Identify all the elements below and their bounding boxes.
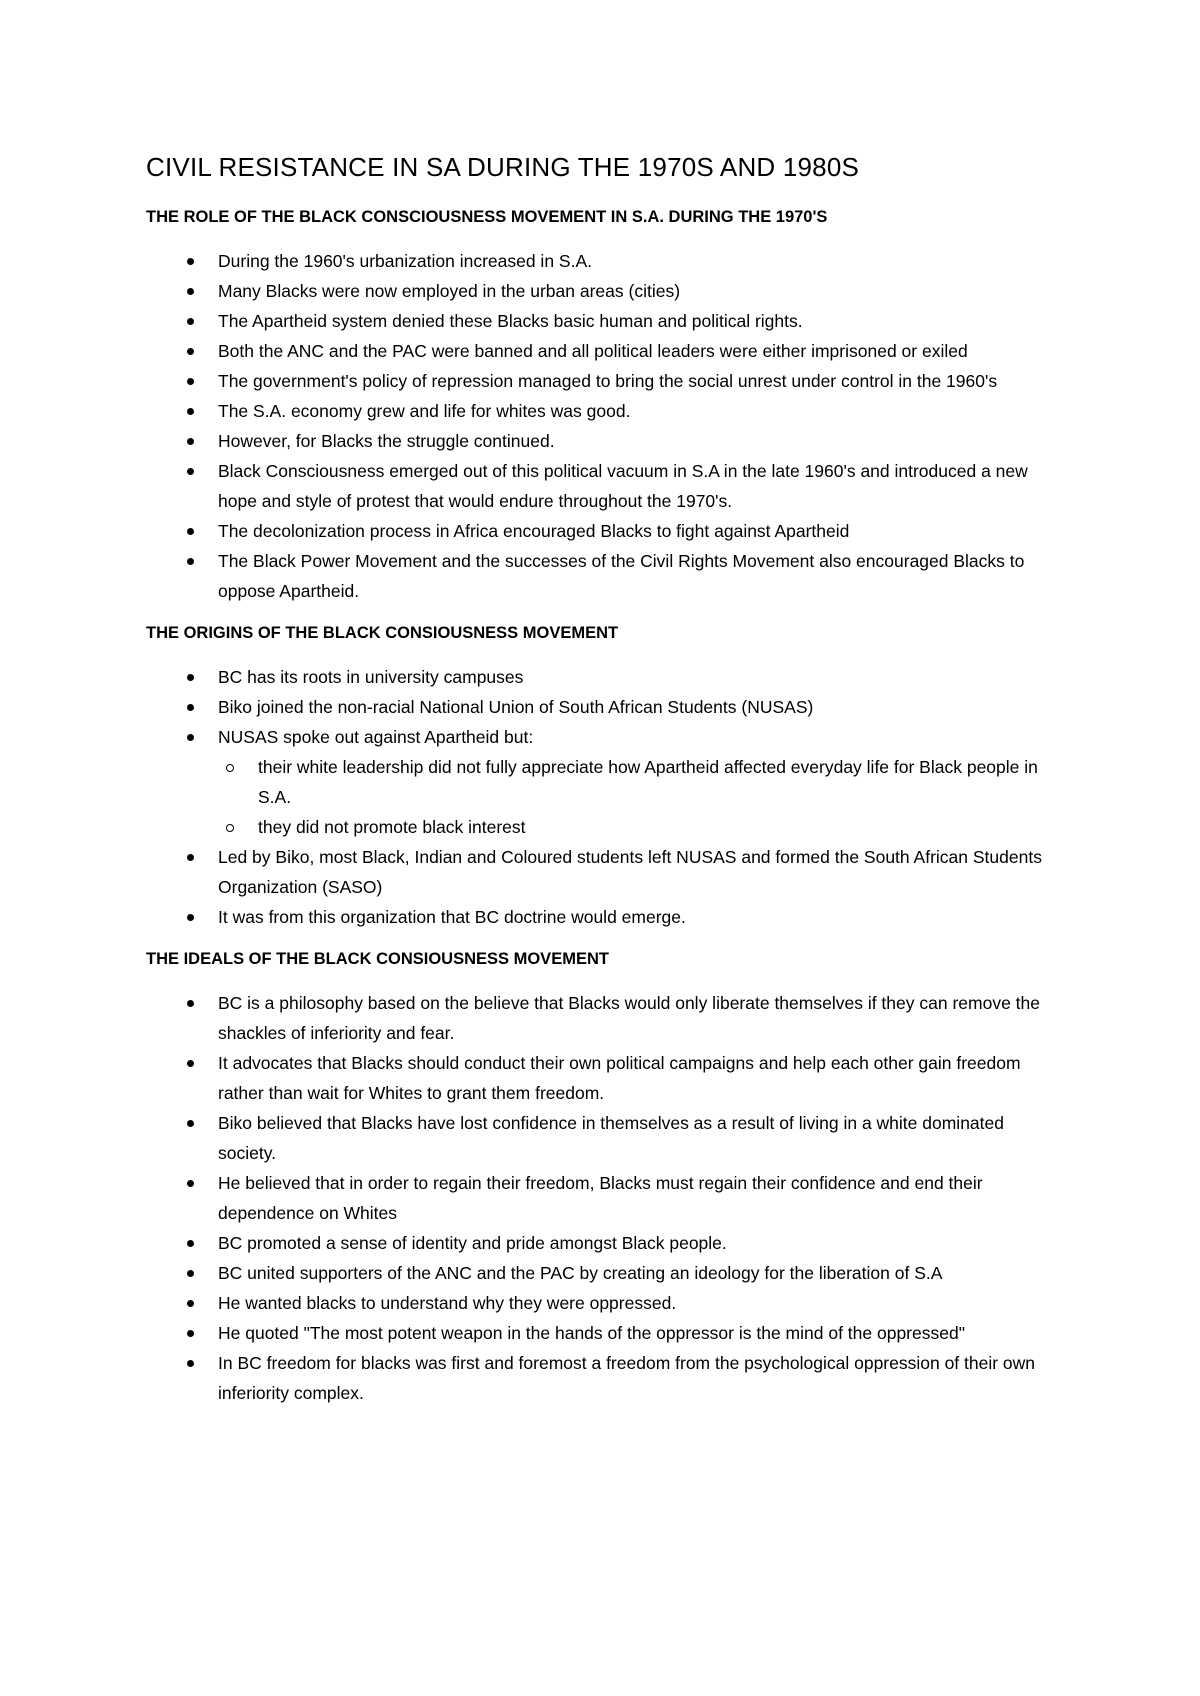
list-item-text: It was from this organization that BC doctrine would emerge. — [218, 907, 686, 927]
list-item-text: BC has its roots in university campuses — [218, 667, 524, 687]
bullet-icon — [187, 854, 194, 861]
bullet-icon — [187, 258, 194, 265]
list-item — [146, 1048, 1066, 1108]
list-item — [146, 396, 1066, 426]
list-item — [146, 456, 1066, 516]
bullet-icon — [187, 558, 194, 565]
circle-bullet-icon — [226, 824, 234, 832]
bullet-icon — [187, 468, 194, 475]
list-item — [146, 692, 1066, 722]
list-item — [146, 902, 1066, 932]
sub-list-item — [146, 752, 1066, 812]
list-item — [146, 1168, 1066, 1228]
bullet-icon — [187, 528, 194, 535]
bullet-icon — [187, 318, 194, 325]
list-item-text: Biko believed that Blacks have lost confidence in themselves as a result of living in a white dominated society. — [218, 1113, 1004, 1163]
list-item-text: The Black Power Movement and the successes of the Civil Rights Movement also encouraged Blacks to oppose Apartheid. — [218, 551, 1025, 601]
list-item-text: Led by Biko, most Black, Indian and Coloured students left NUSAS and formed the South African Students Organization (SASO) — [218, 847, 1042, 897]
bullet-icon — [187, 438, 194, 445]
section-heading-role: THE ROLE OF THE BLACK CONSCIOUSNESS MOVEMENT IN S.A. DURING THE 1970'S — [146, 208, 828, 226]
sub-list-item — [146, 812, 1066, 842]
list-item — [146, 1228, 1066, 1258]
bullet-icon — [187, 378, 194, 385]
list-item-text: BC promoted a sense of identity and pride amongst Black people. — [218, 1233, 727, 1253]
list-item — [146, 276, 1066, 306]
list-item — [146, 426, 1066, 456]
list-item-text: He wanted blacks to understand why they were oppressed. — [218, 1293, 677, 1313]
list-item — [146, 546, 1066, 606]
bullet-icon — [187, 1000, 194, 1007]
bullet-icon — [187, 914, 194, 921]
bullet-icon — [187, 408, 194, 415]
list-item-text: Black Consciousness emerged out of this political vacuum in S.A in the late 1960's and introduced a new hope and style of protest that would endure throughout the 1970's. — [218, 461, 1028, 511]
list-item-text: In BC freedom for blacks was first and foremost a freedom from the psychological oppression of their own inferiority complex. — [218, 1353, 1036, 1403]
list-item-text: He quoted "The most potent weapon in the hands of the oppressor is the mind of the oppressed" — [218, 1323, 965, 1343]
section-heading-origins: THE ORIGINS OF THE BLACK CONSIOUSNESS MOVEMENT — [146, 624, 619, 642]
list-item — [146, 1288, 1066, 1318]
document-page — [146, 150, 1066, 1424]
list-item-text: He believed that in order to regain their freedom, Blacks must regain their confidence and end their dependence on Whites — [218, 1173, 983, 1223]
list-item-text: The Apartheid system denied these Blacks basic human and political rights. — [218, 311, 803, 331]
bullet-icon — [187, 1180, 194, 1187]
bullet-icon — [187, 1120, 194, 1127]
list-item — [146, 662, 1066, 692]
list-item-text: The decolonization process in Africa encouraged Blacks to fight against Apartheid — [218, 521, 850, 541]
list-item — [146, 306, 1066, 336]
bullet-icon — [187, 1330, 194, 1337]
bullet-icon — [187, 1060, 194, 1067]
list-item-text: NUSAS spoke out against Apartheid but: — [218, 727, 534, 747]
list-item — [146, 516, 1066, 546]
list-item — [146, 1318, 1066, 1348]
list-item-text: The government's policy of repression managed to bring the social unrest under control in the 1960's — [218, 371, 998, 391]
circle-bullet-icon — [226, 764, 234, 772]
bullet-icon — [187, 1300, 194, 1307]
list-item-text: BC is a philosophy based on the believe that Blacks would only liberate themselves if they can remove the shackles of inferiority and fear. — [218, 993, 1040, 1043]
bullet-list-origins — [146, 662, 1066, 932]
bullet-icon — [187, 1360, 194, 1367]
list-item — [146, 1258, 1066, 1288]
bullet-icon — [187, 674, 194, 681]
bullet-list-ideals — [146, 988, 1066, 1408]
bullet-icon — [187, 288, 194, 295]
bullet-list-role — [146, 246, 1066, 606]
list-item-text: Biko joined the non-racial National Union of South African Students (NUSAS) — [218, 697, 814, 717]
list-item — [146, 988, 1066, 1048]
list-item — [146, 722, 1066, 842]
list-item-text: During the 1960's urbanization increased in S.A. — [218, 251, 592, 271]
list-item — [146, 246, 1066, 276]
list-item-text: BC united supporters of the ANC and the PAC by creating an ideology for the liberation of S.A — [218, 1263, 943, 1283]
sub-list-item-text: their white leadership did not fully appreciate how Apartheid affected everyday life for Black people in S.A. — [258, 757, 1038, 807]
list-item — [146, 366, 1066, 396]
list-item-text: It advocates that Blacks should conduct their own political campaigns and help each other gain freedom rather than wait for Whites to grant them freedom. — [218, 1053, 1021, 1103]
bullet-icon — [187, 348, 194, 355]
list-item — [146, 1348, 1066, 1408]
sub-list-item-text: they did not promote black interest — [258, 817, 526, 837]
list-item-text: The S.A. economy grew and life for whites was good. — [218, 401, 631, 421]
list-item-text: However, for Blacks the struggle continued. — [218, 431, 555, 451]
bullet-icon — [187, 734, 194, 741]
list-item — [146, 842, 1066, 902]
list-item — [146, 1108, 1066, 1168]
bullet-icon — [187, 704, 194, 711]
list-item — [146, 336, 1066, 366]
list-item-text: Many Blacks were now employed in the urban areas (cities) — [218, 281, 681, 301]
sub-list — [218, 752, 1066, 842]
list-item-text: Both the ANC and the PAC were banned and all political leaders were either imprisoned or exiled — [218, 341, 968, 361]
bullet-icon — [187, 1270, 194, 1277]
section-heading-ideals: THE IDEALS OF THE BLACK CONSIOUSNESS MOVEMENT — [146, 950, 609, 968]
document-title: CIVIL RESISTANCE IN SA DURING THE 1970S AND 1980S — [146, 152, 860, 182]
bullet-icon — [187, 1240, 194, 1247]
